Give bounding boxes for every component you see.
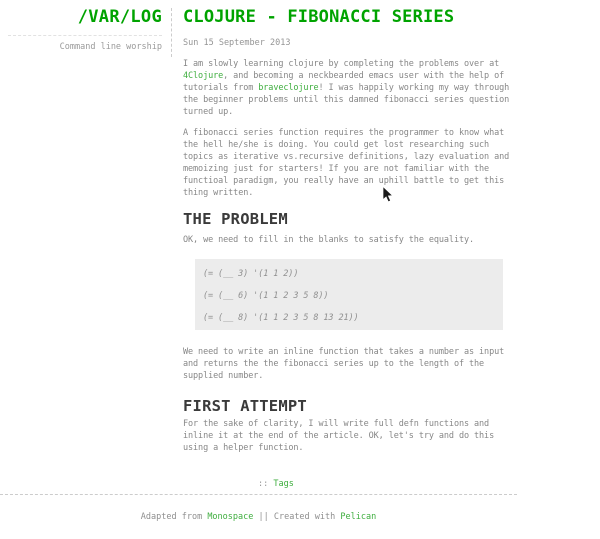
intro-text-2: , and becoming a neckbearded emacs user with the help of tutorials from xyxy=(183,71,505,93)
tags-line xyxy=(258,479,519,490)
site-footer xyxy=(0,494,517,523)
link-4clojure[interactable]: 4Clojure xyxy=(183,71,224,81)
paragraph-first-attempt: For the sake of clarity, I will write full defn functions and inline it at the end of the article. OK, let's try and do this using a helper function. xyxy=(183,419,495,453)
intro-text-3: ! I was happily working my way through the beginner problems until this damned fibonacci series question turned up. xyxy=(183,83,510,117)
code-block xyxy=(195,259,503,330)
paragraph-task: We need to write an inline function that takes a number as input and returns the the fibonacci series up to the length of the supplied number. xyxy=(183,347,505,381)
link-braveclojure[interactable]: braveclojure xyxy=(258,83,319,93)
tags-separator: :: xyxy=(258,479,269,489)
intro-text-1: I am slowly learning clojure by completing the problems over at xyxy=(183,59,500,69)
paragraph-overview: A fibonacci series function requires the programmer to know what the hell he/she is doing. You could get lost researching such topics as iterative vs.recursive definitions, lazy evaluation and memoizing just for starters! If you are not familiar with the functioal paradigm, you really have an uphill battle to get this thing written. xyxy=(183,128,510,198)
intro-paragraph xyxy=(183,58,519,118)
article xyxy=(183,0,519,490)
site-subtitle: Command line worship xyxy=(59,42,162,52)
footer-text-2: || Created with xyxy=(253,512,341,522)
post-date: Sun 15 September 2013 xyxy=(183,38,291,48)
code-line-2: (= (__ 6) '(1 1 2 3 5 8)) xyxy=(203,291,329,301)
code-line-3: (= (__ 8) '(1 1 2 3 5 8 13 21)) xyxy=(203,313,359,323)
site-title-link[interactable]: /VAR/LOG xyxy=(8,6,162,36)
footer-text-1: Adapted from xyxy=(140,512,208,522)
section-heading-first-attempt: FIRST ATTEMPT xyxy=(183,397,307,415)
post-title-link[interactable]: CLOJURE - FIBONACCI SERIES xyxy=(183,7,455,27)
header-divider xyxy=(171,8,172,57)
link-monospace-theme[interactable]: Monospace xyxy=(207,512,254,522)
link-pelican[interactable]: Pelican xyxy=(340,512,377,522)
code-line-1: (= (__ 3) '(1 1 2)) xyxy=(203,269,299,279)
section-heading-the-problem: THE PROBLEM xyxy=(183,210,288,228)
tags-link[interactable]: Tags xyxy=(273,479,294,489)
site-header xyxy=(8,6,162,53)
paragraph-fill-blanks: OK, we need to fill in the blanks to satisfy the equality. xyxy=(183,235,475,245)
